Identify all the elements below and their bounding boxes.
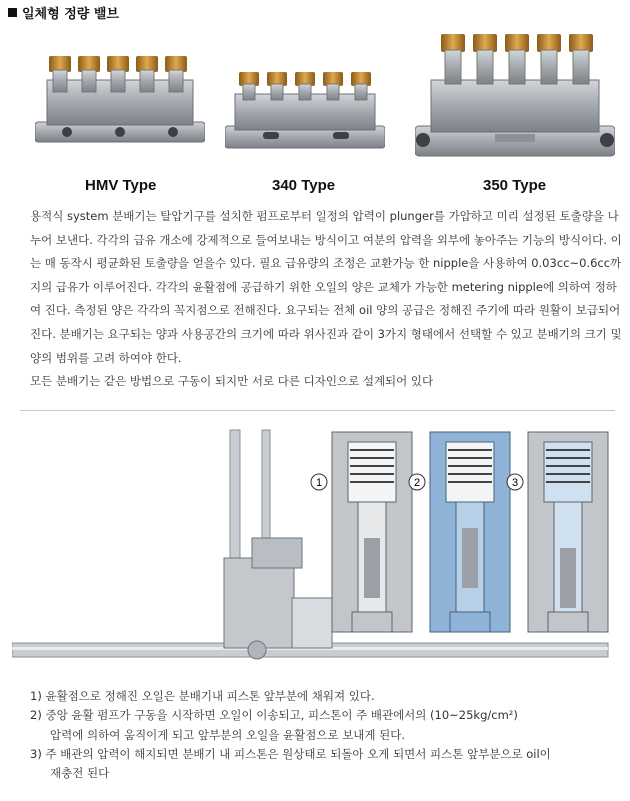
cutaway-2	[430, 432, 510, 632]
type-340-distributor-image	[225, 70, 385, 180]
product-label-340: 340 Type	[272, 177, 336, 194]
product-photos	[0, 22, 630, 202]
callout-3-label: 3	[511, 477, 519, 489]
description-text	[30, 205, 622, 394]
step-1: 1) 윤활점으로 정해진 오일은 분배기내 피스톤 앞부분에 채워져 있다.	[30, 689, 375, 703]
step-2: 2) 중앙 윤활 펌프가 구동을 시작하면 오일이 이송되고, 피스톤이 주 배관에서의 (10~25kg/cm²)	[30, 708, 518, 723]
product-label-350: 350 Type	[483, 177, 547, 194]
callout-1-label: 1	[315, 477, 323, 489]
step-2-continued: 압력에 의하여 움직이게 되고 앞부분의 오일을 윤활점으로 보내게 된다.	[50, 727, 406, 742]
hmv-distributor-image	[35, 50, 205, 180]
description-summary: 모든 분배기는 같은 방법으로 구동이 되지만 서로 다른 디자인으로 설계되어 있다	[30, 374, 434, 389]
callout-1	[311, 474, 327, 490]
square-bullet-icon	[8, 8, 17, 17]
operation-diagram	[12, 418, 622, 683]
description-paragraph: 용적식 system 분배기는 탈압기구를 설치한 펌프로부터 일정의 압력이 plunger를 가압하고 미리 설정된 토출량을 나누어 보낸다. 각각의 급유 개소에 강제적으로 들여보내는 방식이고 여분의 압력을 외부에 놓아주는 기능의 방식이다. 이는 매 동작시 평균화된 토출량을 얻을수 있다. 필요 급유량의 조정은 교환가능 한 nipple을 사용하여 0.03cc~0.6cc까지의 급유가 이루어진다. 각각의 윤활점에 공급하기 위한 오일의 양은 교체가 가능한 metering nipple에 의하여 정하여 진다. 측정된 양은 각각의 꼭지점으로 전해진다. 요구되는 전체 oil 양의 공급은 정해진 주기에 따라 원활이 보급되어 진다. 분배기는 요구되는 양과 사용공간의 크기에 따라 위사진과 같이 3가지 형태에서 선택할 수 있고 분배기의 크기 및 양의 범위를 고려 하여야 한다.	[30, 209, 622, 365]
page-title: 일체형 정량 밸브	[22, 7, 119, 22]
cutaway-3	[528, 432, 608, 632]
callout-2	[409, 474, 425, 490]
section-divider	[20, 410, 615, 411]
callout-2-label: 2	[413, 477, 421, 489]
step-3-continued: 재충전 된다	[50, 766, 110, 781]
product-label-hmv: HMV Type	[85, 177, 157, 194]
section-header	[8, 3, 119, 22]
step-3: 3) 주 배관의 압력이 해지되면 분배기 내 피스톤은 원상태로 되돌아 오게 되면서 피스톤 앞부분으로 oil이	[30, 746, 551, 761]
cutaway-1	[332, 432, 412, 632]
operation-steps	[30, 687, 625, 783]
callout-3	[507, 474, 523, 490]
type-350-distributor-image	[415, 30, 615, 178]
